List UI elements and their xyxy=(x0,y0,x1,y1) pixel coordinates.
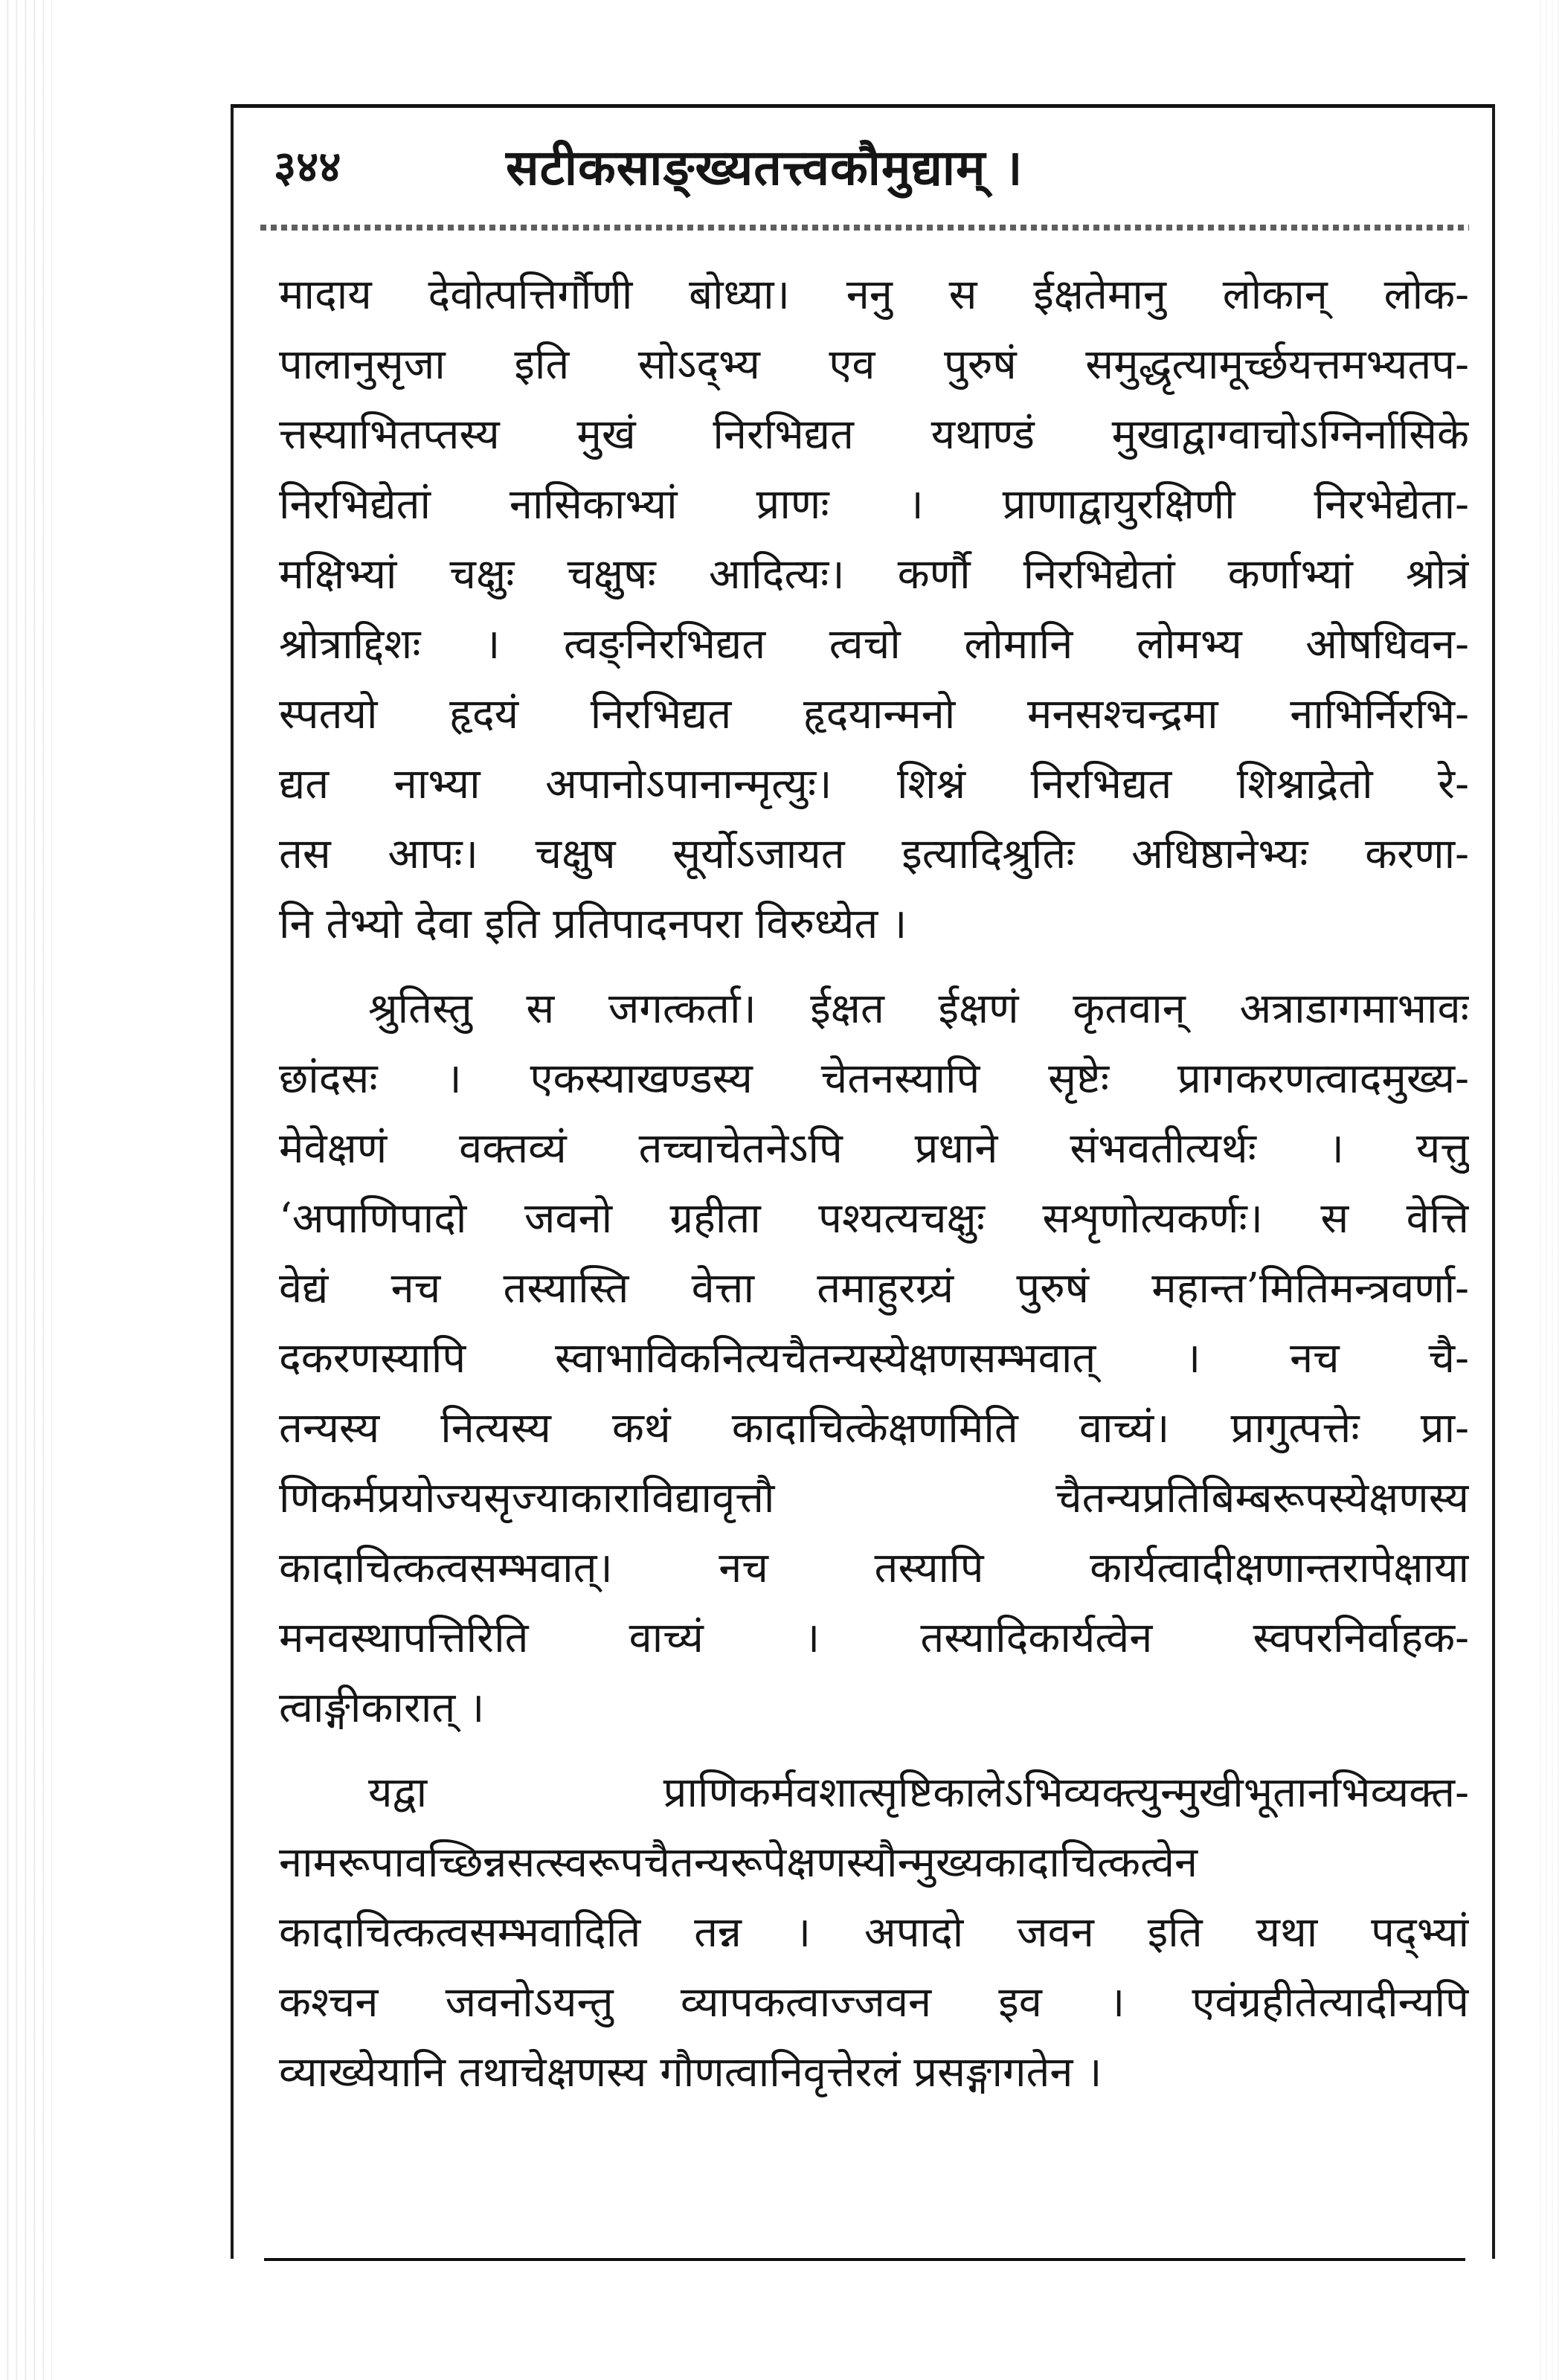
paragraph-2 xyxy=(279,974,1469,1743)
text-line: छांदसः । एकस्याखण्डस्य चेतनस्यापि सृष्टेः प्रागकरणत्वादमुख्य- xyxy=(279,1055,1469,1103)
text-line: मक्षिभ्यां चक्षुः चक्षुषः आदित्यः। कर्णौ निरभिद्येतां कर्णाभ्यां श्रोत्रं xyxy=(279,550,1469,599)
text-line: श्रुतिस्तु स जगत्कर्ता। ईक्षत ईक्षणं कृतवान् अत्राडागमाभावः xyxy=(368,985,1469,1033)
text-line: स्पतयो हृदयं निरभिद्यत हृदयान्मनो मनसश्चन्द्रमा नाभिर्निरभि- xyxy=(279,690,1469,739)
paragraph-1 xyxy=(279,260,1469,959)
text-line: निरभिद्येतां नासिकाभ्यां प्राणः । प्राणाद्वायुरक्षिणी निरभेद्येता- xyxy=(279,480,1469,529)
paragraph-3 xyxy=(279,1758,1469,2108)
text-line: नि तेभ्यो देवा इति प्रतिपादनपरा विरुध्येत । xyxy=(279,900,907,948)
header-rule xyxy=(260,225,1469,231)
text-line: श्रोत्राद्दिशः । त्वङ्निरभिद्यत त्वचो लोमानि लोमभ्य ओषधिवन- xyxy=(279,620,1469,669)
text-line: तस आपः। चक्षुष सूर्योऽजायत इत्यादिश्रुतिः अधिष्ठानेभ्यः करणा- xyxy=(279,830,1469,878)
text-line: मादाय देवोत्पत्तिर्गौणी बोध्या। ननु स ईक्षतेमानु लोकान् लोक- xyxy=(279,271,1469,319)
text-line: ‘अपाणिपादो जवनो ग्रहीता पश्यत्यचक्षुः सशृणोत्यकर्णः। स वेत्ति xyxy=(279,1194,1469,1243)
text-line: त्वाङ्गीकारात् । xyxy=(279,1684,485,1732)
text-line: द्यत नाभ्या अपानोऽपानान्मृत्युः। शिश्नं निरभिद्यत शिश्नाद्रेतो रे- xyxy=(279,760,1469,808)
text-line: णिकर्मप्रयोज्यसृज्याकाराविद्यावृत्तौ चैतन्यप्रतिबिम्बरूपस्येक्षणस्य xyxy=(279,1474,1469,1522)
text-line: यद्वा प्राणिकर्मवशात्सृष्टिकालेऽभिव्यक्त्युन्मुखीभूतानभिव्यक्त- xyxy=(368,1769,1469,1817)
text-line: कादाचित्कत्वसम्भवादिति तन्न । अपादो जवन इति यथा पद्भ्यां xyxy=(279,1908,1469,1957)
bottom-border xyxy=(264,2258,1465,2261)
text-line: मेवेक्षणं वक्तव्यं तच्चाचेतनेऽपि प्रधाने संभवतीत्यर्थः । यत्तु xyxy=(279,1125,1469,1173)
text-line: दकरणस्यापि स्वाभाविकनित्यचैतन्यस्येक्षणसम्भवात् । नच चै- xyxy=(279,1334,1469,1383)
page-header xyxy=(260,128,1469,210)
text-line: त्तस्याभितप्तस्य मुखं निरभिद्यत यथाण्डं मुखाद्वाग्वाचोऽग्निर्नासिके xyxy=(279,411,1469,459)
text-line: कादाचित्कत्वसम्भवात्। नच तस्यापि कार्यत्वादीक्षणान्तरापेक्षाया xyxy=(279,1544,1469,1592)
scan-margin-right xyxy=(1535,0,1562,2380)
text-line: व्याख्येयानि तथाचेक्षणस्य गौणत्वानिवृत्तेरलं प्रसङ्गागतेन । xyxy=(279,2048,1102,2097)
body-text xyxy=(279,260,1469,2108)
text-line: तन्यस्य नित्यस्य कथं कादाचित्केक्षणमिति वाच्यं। प्रागुत्पत्तेः प्रा- xyxy=(279,1404,1469,1453)
text-line: कश्चन जवनोऽयन्तु व्यापकत्वाज्जवन इव । एवंग्रहीतेत्यादीन्यपि xyxy=(279,1978,1469,2027)
page-number: ३४४ xyxy=(274,141,341,192)
scan-margin-left xyxy=(0,0,52,2380)
text-line: मनवस्थापत्तिरिति वाच्यं । तस्यादिकार्यत्वेन स्वपरनिर्वाहक- xyxy=(279,1614,1469,1662)
text-line: वेद्यं नच तस्यास्ति वेत्ता तमाहुरग्र्यं पुरुषं महान्त’मितिमन्त्रवर्णा- xyxy=(279,1264,1469,1313)
text-line: नामरूपावच्छिन्नसत्स्वरूपचैतन्यरूपेक्षणस्यौन्मुख्यकादाचित्कत्वेन xyxy=(279,1839,1198,1887)
running-title: सटीकसाङ्ख्यतत्त्वकौमुद्याम् । xyxy=(506,138,1023,196)
text-line: पालानुसृजा इति सोऽद्भ्य एव पुरुषं समुद्धृत्यामूर्च्छयत्तमभ्यतप- xyxy=(279,341,1469,389)
